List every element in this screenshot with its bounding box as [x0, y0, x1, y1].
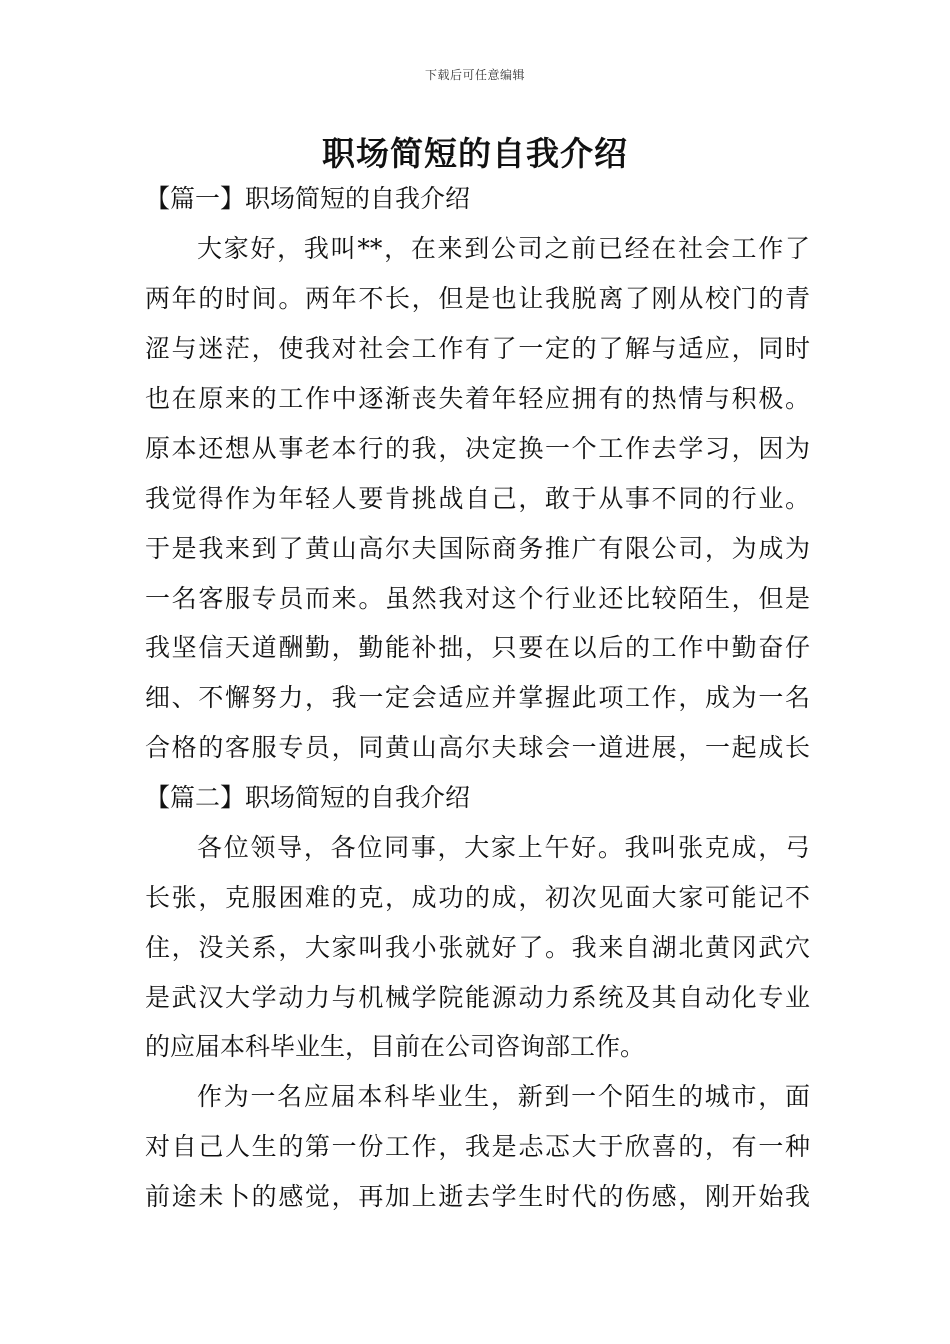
document-title: 职场简短的自我介绍	[322, 134, 628, 173]
paragraph-line: 作为一名应届本科毕业生，新到一个陌生的城市，面	[197, 1082, 810, 1111]
paragraph-line: 原本还想从事老本行的我，决定换一个工作去学习，因为	[145, 434, 810, 463]
paragraph-line: 大家好，我叫**，在来到公司之前已经在社会工作了	[197, 234, 810, 263]
paragraph-line: 长张，克服困难的克，成功的成，初次见面大家可能记不	[145, 883, 810, 912]
paragraph-line: 于是我来到了黄山高尔夫国际商务推广有限公司，为成为	[145, 534, 810, 563]
paragraph-line: 细、不懈努力，我一定会适应并掌握此项工作，成为一名	[145, 683, 810, 712]
paragraph-line: 前途未卜的感觉，再加上逝去学生时代的伤感，刚开始我	[145, 1182, 810, 1211]
section-heading: 【篇二】职场简短的自我介绍	[145, 783, 471, 812]
paragraph-line: 也在原来的工作中逐渐丧失着年轻应拥有的热情与积极。	[145, 384, 810, 413]
paragraph-line: 住，没关系，大家叫我小张就好了。我来自湖北黄冈武穴	[145, 933, 810, 962]
section-heading: 【篇一】职场简短的自我介绍	[145, 184, 471, 213]
paragraph-line: 的应届本科毕业生，目前在公司咨询部工作。	[145, 1032, 646, 1061]
paragraph-line: 我坚信天道酬勤，勤能补拙，只要在以后的工作中勤奋仔	[145, 633, 810, 662]
paragraph-line: 各位领导，各位同事，大家上午好。我叫张克成，弓	[197, 833, 810, 862]
paragraph-line: 一名客服专员而来。虽然我对这个行业还比较陌生，但是	[145, 584, 810, 613]
paragraph-line: 我觉得作为年轻人要肯挑战自己，敢于从事不同的行业。	[145, 484, 810, 513]
paragraph-line: 涩与迷茫，使我对社会工作有了一定的了解与适应，同时	[145, 334, 810, 363]
paragraph-line: 对自己人生的第一份工作，我是忐忑大于欣喜的，有一种	[145, 1132, 810, 1161]
paragraph-line: 两年的时间。两年不长，但是也让我脱离了刚从校门的青	[145, 284, 810, 313]
header-note: 下载后可任意编辑	[424, 68, 525, 82]
paragraph-line: 合格的客服专员，同黄山高尔夫球会一道进展，一起成长	[145, 733, 810, 762]
paragraph-line: 是武汉大学动力与机械学院能源动力系统及其自动化专业	[145, 983, 810, 1012]
